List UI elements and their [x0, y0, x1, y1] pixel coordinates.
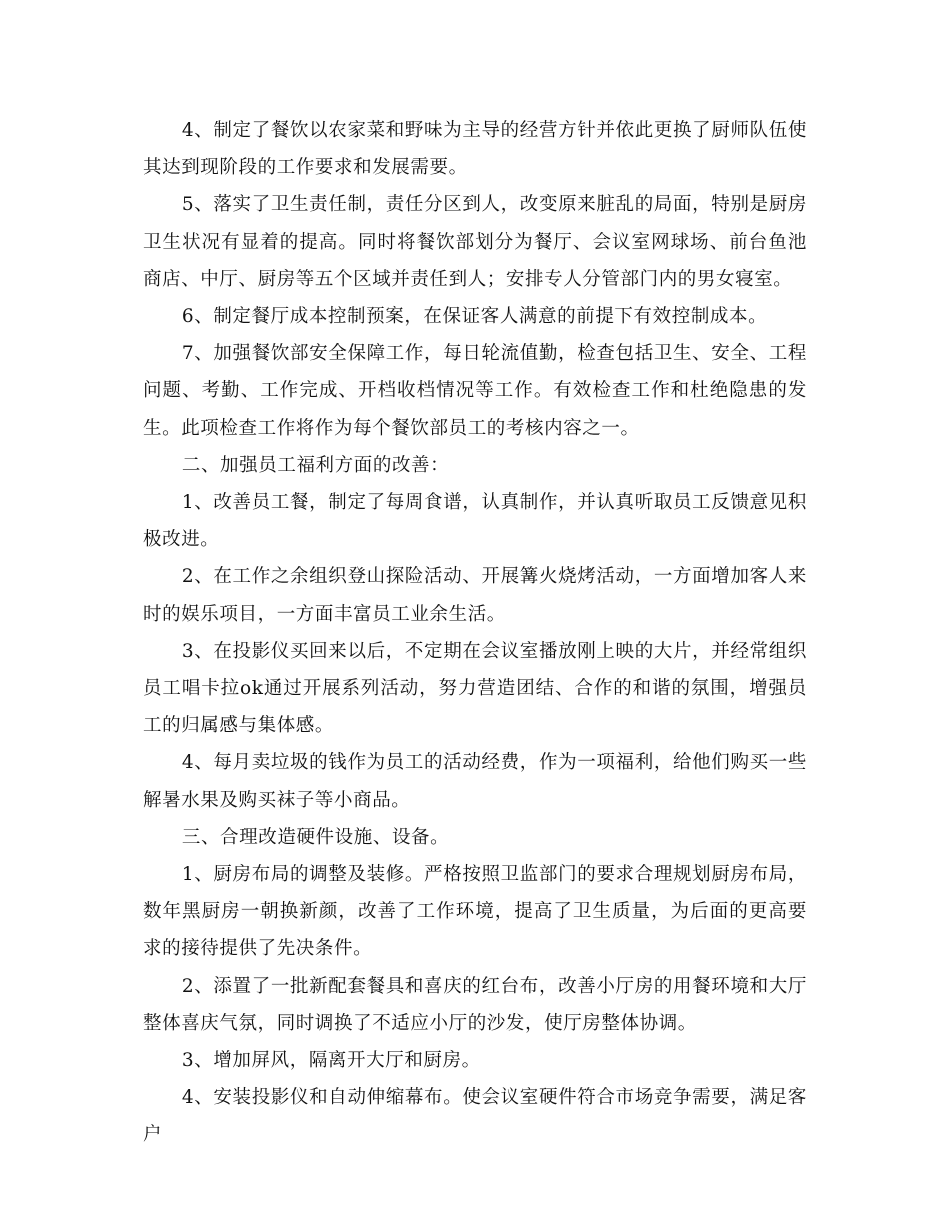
paragraph-item-4-activity-fund: 4、每月卖垃圾的钱作为员工的活动经费，作为一项福利，给他们购买一些解暑水果及购买袜子等小商品。 — [143, 752, 807, 811]
section-heading-staff-welfare: 二、加强员工福利方面的改善： — [181, 454, 450, 476]
paragraph-item-2-tableware: 2、添置了一批新配套餐具和喜庆的红台布，改善小厅房的用餐环境和大厅整体喜庆气氛，同时调换了不适应小厅的沙发，使厅房整体协调。 — [143, 975, 807, 1034]
paragraph-item-5-hygiene-responsibility: 5、落实了卫生责任制，责任分区到人，改变原来脏乱的局面，特别是厨房卫生状况有显着的提高。同时将餐饮部划分为餐厅、会议室网球场、前台鱼池商店、中厅、厨房等五个区域并责任到人；安排专人分管部门内的男女寝室。 — [143, 194, 807, 290]
paragraph-item-4-cuisine-policy: 4、制定了餐饮以农家菜和野味为主导的经营方针并依此更换了厨师队伍使其达到现阶段的工作要求和发展需要。 — [143, 120, 807, 179]
paragraph-item-3-screens: 3、增加屏风，隔离开大厅和厨房。 — [181, 1050, 481, 1072]
document-body — [143, 112, 807, 1154]
paragraph-item-7-safety-duty: 7、加强餐饮部安全保障工作，每日轮流值勤，检查包括卫生、安全、工程问题、考勤、工作完成、开档收档情况等工作。有效检查工作和杜绝隐患的发生。此项检查工作将作为每个餐饮部员工的考核内容之一。 — [143, 343, 807, 439]
paragraph-item-6-cost-control: 6、制定餐厅成本控制预案，在保证客人满意的前提下有效控制成本。 — [181, 306, 768, 328]
paragraph-item-1-staff-meals: 1、改善员工餐，制定了每周食谱，认真制作，并认真听取员工反馈意见积极改进。 — [143, 492, 807, 551]
paragraph-item-2-outdoor-activities: 2、在工作之余组织登山探险活动、开展篝火烧烤活动，一方面增加客人来时的娱乐项目，一方面丰富员工业余生活。 — [143, 566, 807, 625]
paragraph-item-3-projector-karaoke: 3、在投影仪买回来以后，不定期在会议室播放刚上映的大片，并经常组织员工唱卡拉ok通过开展系列活动，努力营造团结、合作的和谐的氛围，增强员工的归属感与集体感。 — [143, 640, 807, 737]
section-heading-hardware-upgrade: 三、合理改造硬件设施、设备。 — [181, 826, 450, 848]
paragraph-item-4-projector-install: 4、安装投影仪和自动伸缩幕布。使会议室硬件符合市场竞争需要，满足客户 — [143, 1087, 807, 1146]
paragraph-item-1-kitchen-layout: 1、厨房布局的调整及装修。严格按照卫监部门的要求合理规划厨房布局，数年黑厨房一朝换新颜，改善了工作环境，提高了卫生质量，为后面的更高要求的接待提供了先决条件。 — [143, 864, 807, 960]
